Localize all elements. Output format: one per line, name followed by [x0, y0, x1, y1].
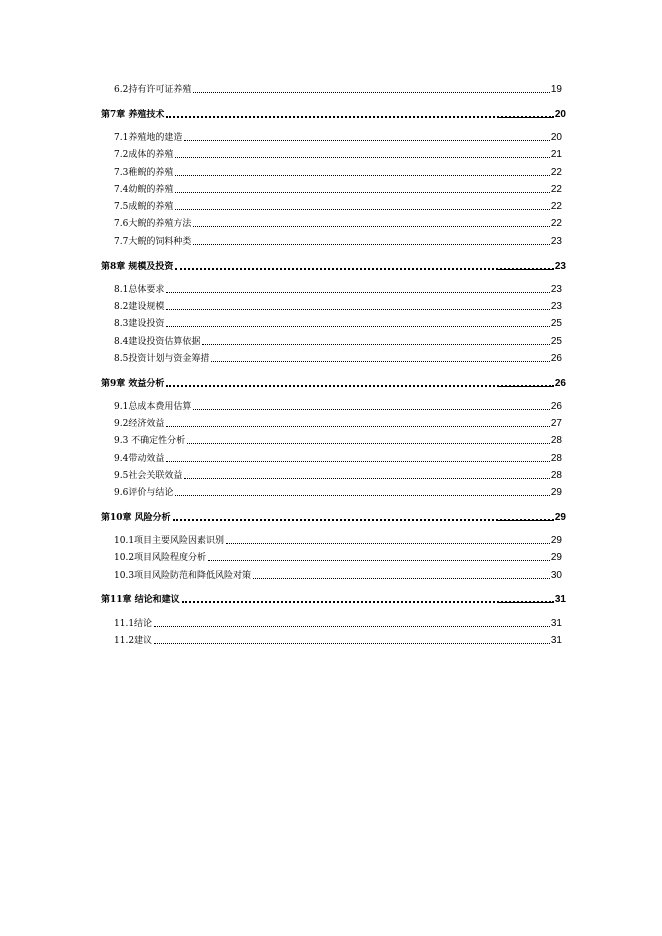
toc-entry-label: 7.7大鲵的饲料种类 — [114, 237, 192, 247]
toc-leader-dots — [175, 157, 550, 158]
toc-entry[interactable] — [114, 416, 562, 430]
toc-chapter-page: 31 — [554, 594, 566, 605]
toc-chapter-page: 26 — [554, 378, 566, 389]
toc-entry-page: 19 — [550, 84, 562, 95]
toc-leader-dots — [193, 226, 550, 227]
toc-entry-label: 9.5社会关联效益 — [114, 471, 183, 481]
toc-entry[interactable] — [114, 334, 562, 348]
toc-leader-dots — [184, 140, 550, 141]
toc-entry-label: 7.6大鲵的养殖方法 — [114, 219, 192, 229]
toc-leader-dots — [175, 209, 550, 210]
toc-entry[interactable] — [114, 216, 562, 230]
toc-entry-page: 25 — [550, 336, 562, 347]
toc-entry-label: 8.5投资计划与资金筹措 — [114, 354, 210, 364]
toc-entry-page: 23 — [550, 284, 562, 295]
toc-entry-page: 20 — [550, 132, 562, 143]
toc-leader-dots — [166, 426, 550, 427]
toc-leader-dots — [166, 385, 553, 387]
toc-entry[interactable] — [114, 130, 562, 144]
toc-chapter-label: 第9章 效益分析 — [101, 379, 165, 389]
toc-entry-label: 8.1总体要求 — [114, 285, 165, 295]
toc-chapter-page: 20 — [554, 109, 566, 120]
toc-entry[interactable] — [114, 147, 562, 161]
toc-entry[interactable] — [114, 616, 562, 630]
toc-entry-page: 28 — [550, 470, 562, 481]
toc-chapter-label: 第11章 结论和建议 — [101, 595, 180, 605]
toc-entry-label: 9.2经济效益 — [114, 419, 165, 429]
toc-entry[interactable] — [114, 533, 562, 547]
toc-entry[interactable] — [114, 299, 562, 313]
toc-entry-page: 29 — [550, 535, 562, 546]
toc-leader-dots — [173, 519, 554, 521]
toc-entry-page: 31 — [550, 618, 562, 629]
toc-leader-dots — [166, 461, 550, 462]
toc-leader-dots — [202, 344, 550, 345]
toc-leader-dots — [166, 309, 550, 310]
toc-entry-label: 9.1总成本费用估算 — [114, 402, 192, 412]
toc-leader-dots — [182, 601, 554, 603]
toc-entry-label: 7.3稚鲵的养殖 — [114, 168, 174, 178]
toc-entry-page: 23 — [550, 236, 562, 247]
toc-entry[interactable] — [114, 316, 562, 330]
toc-entry-label: 7.4幼鲵的养殖 — [114, 185, 174, 195]
toc-chapter-label: 第10章 风险分析 — [101, 513, 171, 523]
toc-entry-label: 10.2项目风险程度分析 — [114, 553, 207, 563]
toc-entry-label: 10.1项目主要风险因素识别 — [114, 536, 225, 546]
toc-entry-page: 21 — [550, 149, 562, 160]
toc-entry-page: 31 — [550, 635, 562, 646]
toc-entry-page: 27 — [550, 418, 562, 429]
toc-entry-label: 9.3 不确定性分析 — [114, 436, 186, 446]
toc-leader-dots — [253, 578, 550, 579]
toc-leader-dots — [166, 292, 550, 293]
toc-entry[interactable] — [114, 351, 562, 365]
toc-chapter-label: 第8章 规模及投资 — [101, 262, 174, 272]
toc-leader-dots — [208, 560, 550, 561]
toc-leader-dots — [166, 326, 550, 327]
toc-leader-dots — [175, 192, 550, 193]
toc-entry-label: 6.2持有许可证养殖 — [114, 85, 192, 95]
toc-leader-dots — [193, 92, 550, 93]
toc-entry-label: 9.6评价与结论 — [114, 488, 174, 498]
toc-entry-page: 26 — [550, 401, 562, 412]
toc-entry-label: 9.4带动效益 — [114, 454, 165, 464]
toc-entry-page: 29 — [550, 552, 562, 563]
toc-entry-label: 7.5成鲵的养殖 — [114, 202, 174, 212]
toc-entry[interactable] — [114, 451, 562, 465]
toc-entry-label: 8.4建设投资估算依据 — [114, 337, 201, 347]
toc-leader-dots — [211, 361, 550, 362]
toc-entry-label: 8.2建设规模 — [114, 302, 165, 312]
toc-entry-page: 22 — [550, 167, 562, 178]
toc-entry[interactable] — [114, 633, 562, 647]
toc-chapter-entry[interactable] — [101, 376, 566, 390]
toc-leader-dots — [193, 244, 550, 245]
toc-entry-page: 26 — [550, 353, 562, 364]
toc-entry[interactable] — [114, 399, 562, 413]
toc-entry-page: 28 — [550, 453, 562, 464]
toc-entry-label: 11.1结论 — [114, 619, 153, 629]
toc-entry-page: 25 — [550, 318, 562, 329]
toc-entry-page: 22 — [550, 184, 562, 195]
toc-chapter-page: 29 — [554, 512, 566, 523]
toc-entry-page: 22 — [550, 201, 562, 212]
toc-entry[interactable] — [114, 234, 562, 248]
toc-entry[interactable] — [114, 182, 562, 196]
toc-leader-dots — [226, 543, 550, 544]
toc-leader-dots — [154, 626, 550, 627]
toc-entry-label: 7.2成体的养殖 — [114, 150, 174, 160]
toc-entry[interactable] — [114, 282, 562, 296]
toc-entry[interactable] — [114, 165, 562, 179]
toc-leader-dots — [175, 175, 550, 176]
toc-chapter-page: 23 — [554, 261, 566, 272]
toc-entry[interactable] — [114, 468, 562, 482]
toc-entry-page: 28 — [550, 435, 562, 446]
toc-entry[interactable] — [114, 550, 562, 564]
toc-entry[interactable] — [114, 568, 562, 582]
toc-entry-label: 7.1养殖地的建造 — [114, 133, 183, 143]
toc-leader-dots — [154, 643, 550, 644]
toc-entry-label: 8.3建设投资 — [114, 319, 165, 329]
toc-entry[interactable] — [114, 485, 562, 499]
toc-entry-page: 30 — [550, 570, 562, 581]
toc-chapter-entry[interactable] — [101, 592, 566, 606]
toc-entry-label: 11.2建议 — [114, 636, 153, 646]
toc-entry[interactable] — [114, 82, 562, 96]
toc-entry[interactable] — [114, 433, 562, 447]
toc-entry-page: 23 — [550, 301, 562, 312]
toc-chapter-label: 第7章 养殖技术 — [101, 110, 165, 120]
toc-entry-label: 10.3项目风险防范和降低风险对策 — [114, 571, 252, 581]
toc-chapter-entry[interactable] — [101, 107, 566, 121]
toc-leader-dots — [184, 478, 550, 479]
toc-leader-dots — [175, 495, 550, 496]
toc-leader-dots — [166, 116, 553, 118]
toc-chapter-entry[interactable] — [101, 510, 566, 524]
toc-chapter-entry[interactable] — [101, 259, 566, 273]
toc-entry-page: 29 — [550, 487, 562, 498]
toc-leader-dots — [193, 409, 550, 410]
toc-entry-page: 22 — [550, 218, 562, 229]
toc-leader-dots — [175, 268, 553, 270]
toc-leader-dots — [187, 443, 550, 444]
toc-entry[interactable] — [114, 199, 562, 213]
